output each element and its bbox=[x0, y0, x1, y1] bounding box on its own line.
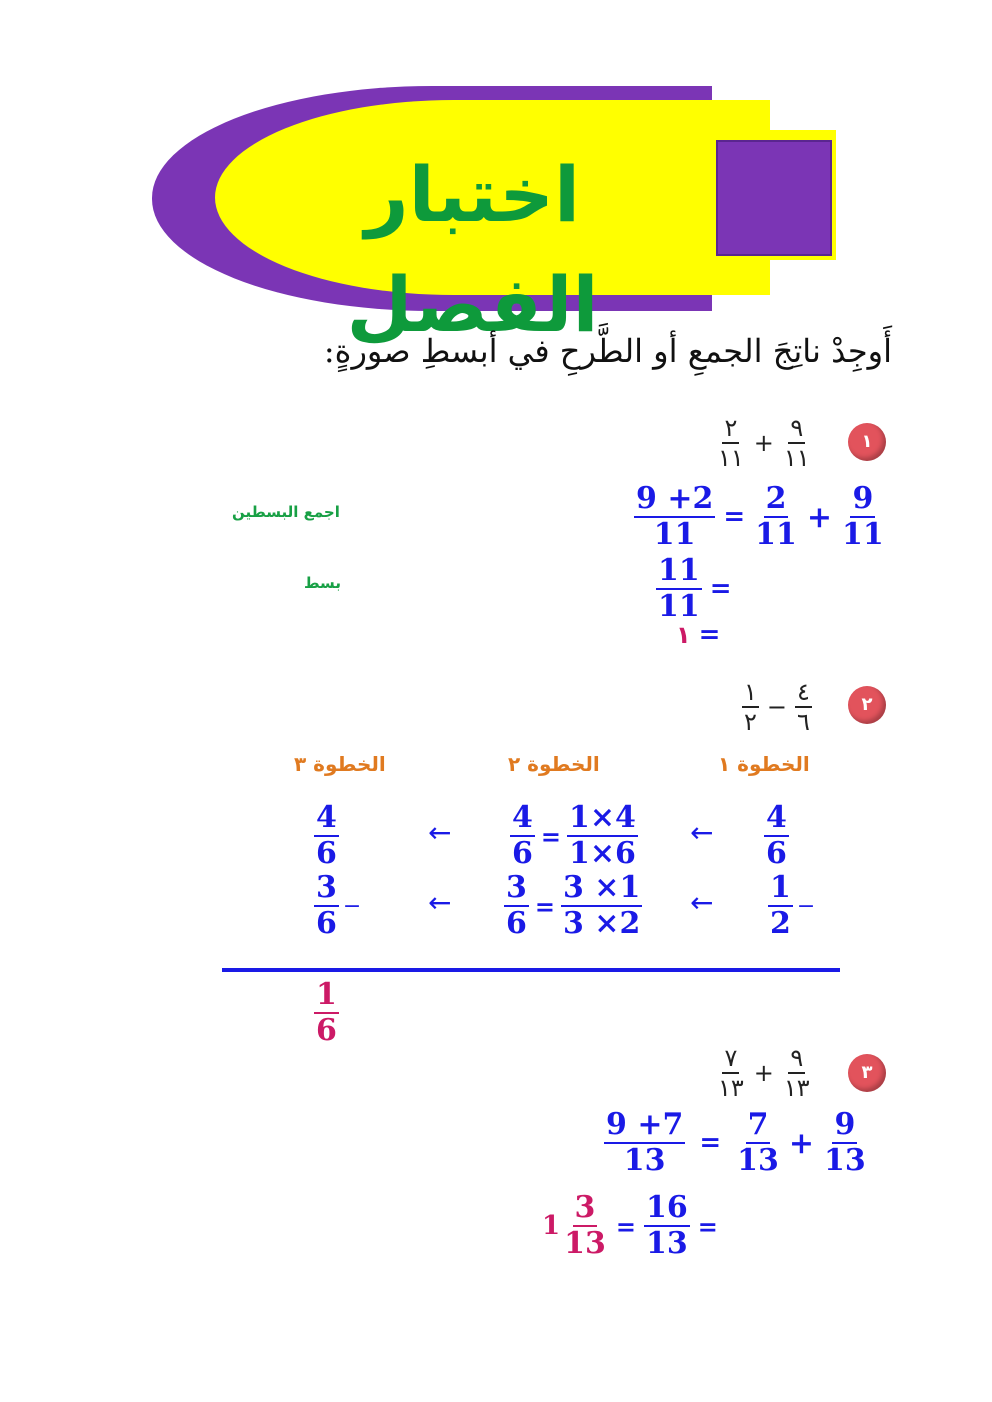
fraction bbox=[716, 416, 746, 470]
fraction bbox=[782, 416, 812, 470]
denominator: 6 bbox=[506, 906, 527, 941]
denominator: 6 bbox=[316, 836, 337, 871]
numerator: 1 bbox=[770, 870, 791, 905]
minus-sign: − bbox=[796, 893, 816, 919]
step-2-row-1 bbox=[510, 800, 638, 871]
note-add-numerators: اجمع البسطين bbox=[232, 503, 340, 521]
step-1-row-2 bbox=[768, 870, 816, 941]
problem-number-badge: ١ bbox=[848, 423, 886, 461]
equals-sign: = bbox=[709, 574, 732, 604]
fraction bbox=[716, 1046, 746, 1100]
equals-sign: = bbox=[698, 620, 721, 650]
whole-number: 1 bbox=[542, 1211, 561, 1241]
denominator: ١١ bbox=[718, 444, 744, 472]
denominator: 13 bbox=[824, 1143, 866, 1178]
numerator: 3 bbox=[506, 870, 527, 905]
arrow-left-icon: ← bbox=[428, 886, 452, 919]
fraction bbox=[768, 870, 793, 941]
denominator: ٦ bbox=[797, 708, 810, 736]
denominator: 13 bbox=[645, 1226, 688, 1261]
numerator: 3 bbox=[574, 1190, 596, 1225]
divider-line bbox=[222, 968, 840, 972]
equals-sign: = bbox=[540, 821, 561, 851]
denominator: 6 bbox=[316, 906, 337, 941]
fraction bbox=[753, 481, 799, 552]
numerator: ١ bbox=[744, 678, 757, 706]
fraction bbox=[795, 680, 812, 734]
denominator: 13 bbox=[623, 1143, 666, 1178]
step-1-label: الخطوة ١ bbox=[718, 752, 810, 776]
fraction bbox=[764, 800, 789, 871]
equals-sign: = bbox=[697, 1211, 718, 1241]
step-3-label: الخطوة ٣ bbox=[294, 752, 386, 776]
numerator: 4 bbox=[512, 800, 533, 835]
denominator: 11 bbox=[658, 589, 700, 624]
denominator: ١٣ bbox=[783, 1074, 810, 1102]
denominator: ٢ bbox=[744, 708, 757, 736]
numerator: 4 bbox=[316, 800, 337, 835]
fraction bbox=[644, 1190, 690, 1261]
numerator: 1×4 bbox=[568, 800, 636, 835]
numerator: 4 bbox=[766, 800, 787, 835]
fraction bbox=[604, 1107, 685, 1178]
step-2-row-2 bbox=[504, 870, 642, 941]
problem-number-badge: ٢ bbox=[848, 686, 886, 724]
numerator: 7 bbox=[747, 1107, 769, 1142]
denominator: 11 bbox=[755, 517, 797, 552]
denominator: 6 bbox=[766, 836, 787, 871]
problem-2-result bbox=[314, 977, 339, 1048]
numerator: 1 bbox=[316, 977, 337, 1012]
minus-sign: − bbox=[342, 893, 362, 919]
fraction bbox=[656, 553, 702, 624]
fraction bbox=[782, 1046, 812, 1100]
step-3-row-2 bbox=[314, 870, 362, 941]
denominator: ١١ bbox=[783, 444, 810, 472]
fraction bbox=[562, 1190, 608, 1261]
numerator: 9 bbox=[834, 1107, 856, 1142]
problem-1-question bbox=[716, 416, 812, 470]
denominator: 3 ×2 bbox=[562, 906, 641, 941]
fraction bbox=[822, 1107, 868, 1178]
numerator: 2 bbox=[765, 481, 787, 516]
numerator: ٢ bbox=[724, 414, 738, 442]
fraction bbox=[567, 800, 638, 871]
problem-3-line-2 bbox=[542, 1190, 726, 1261]
numerator: ٩ bbox=[790, 1044, 804, 1072]
problem-1-line-1 bbox=[634, 481, 886, 552]
denominator: 1×6 bbox=[568, 836, 636, 871]
operator: + bbox=[806, 499, 833, 535]
numerator: ٧ bbox=[724, 1044, 738, 1072]
step-3-row-1 bbox=[314, 800, 339, 871]
fraction bbox=[504, 870, 529, 941]
problem-1-line-2 bbox=[656, 553, 740, 624]
problem-3-line-1 bbox=[604, 1107, 868, 1178]
fraction bbox=[510, 800, 535, 871]
denominator: 2 bbox=[770, 906, 791, 941]
numerator: 9 +7 bbox=[606, 1107, 684, 1142]
denominator: 11 bbox=[842, 517, 884, 552]
numerator: 11 bbox=[658, 553, 700, 588]
problem-number-badge: ٣ bbox=[848, 1054, 886, 1092]
fraction bbox=[314, 870, 339, 941]
numerator: ٩ bbox=[790, 414, 804, 442]
denominator: 6 bbox=[512, 836, 533, 871]
fraction bbox=[634, 481, 715, 552]
step-2-label: الخطوة ٢ bbox=[508, 752, 600, 776]
operator: − bbox=[766, 693, 787, 721]
equals-sign: = bbox=[534, 891, 555, 921]
numerator: 3 ×1 bbox=[562, 870, 641, 905]
page-title: اختبار الفصل bbox=[346, 150, 599, 349]
denominator: 6 bbox=[316, 1013, 337, 1048]
numerator: ٤ bbox=[797, 678, 810, 706]
numerator: 9 +2 bbox=[636, 481, 714, 516]
result-value: ١ bbox=[676, 621, 691, 649]
denominator: ١٣ bbox=[718, 1074, 744, 1102]
problem-3-question bbox=[716, 1046, 812, 1100]
fraction bbox=[314, 800, 339, 871]
arrow-left-icon: ← bbox=[428, 816, 452, 849]
numerator: 16 bbox=[645, 1190, 688, 1225]
denominator: 13 bbox=[564, 1226, 606, 1261]
fraction bbox=[840, 481, 886, 552]
equals-sign: = bbox=[723, 502, 746, 532]
step-1-row-1 bbox=[764, 800, 789, 871]
fraction bbox=[561, 870, 642, 941]
fraction bbox=[314, 977, 339, 1048]
instruction-text: أَوجِدْ ناتِجَ الجمعِ أو الطَّرحِ في أبسطِ صورةٍ: bbox=[323, 332, 892, 370]
fraction bbox=[735, 1107, 781, 1178]
equals-sign: = bbox=[615, 1211, 636, 1241]
denominator: 11 bbox=[653, 517, 696, 552]
equals-sign: = bbox=[699, 1128, 722, 1158]
problem-2-question bbox=[742, 680, 812, 734]
operator: + bbox=[753, 429, 774, 457]
operator: + bbox=[753, 1059, 774, 1087]
fraction bbox=[742, 680, 759, 734]
operator: + bbox=[788, 1125, 815, 1161]
problem-1-line-3 bbox=[676, 620, 728, 650]
arrow-left-icon: ← bbox=[690, 816, 714, 849]
arrow-left-icon: ← bbox=[690, 886, 714, 919]
numerator: 3 bbox=[316, 870, 337, 905]
numerator: 9 bbox=[852, 481, 874, 516]
banner-square bbox=[716, 140, 832, 256]
note-simplify: بسط bbox=[304, 574, 341, 592]
denominator: 13 bbox=[737, 1143, 779, 1178]
